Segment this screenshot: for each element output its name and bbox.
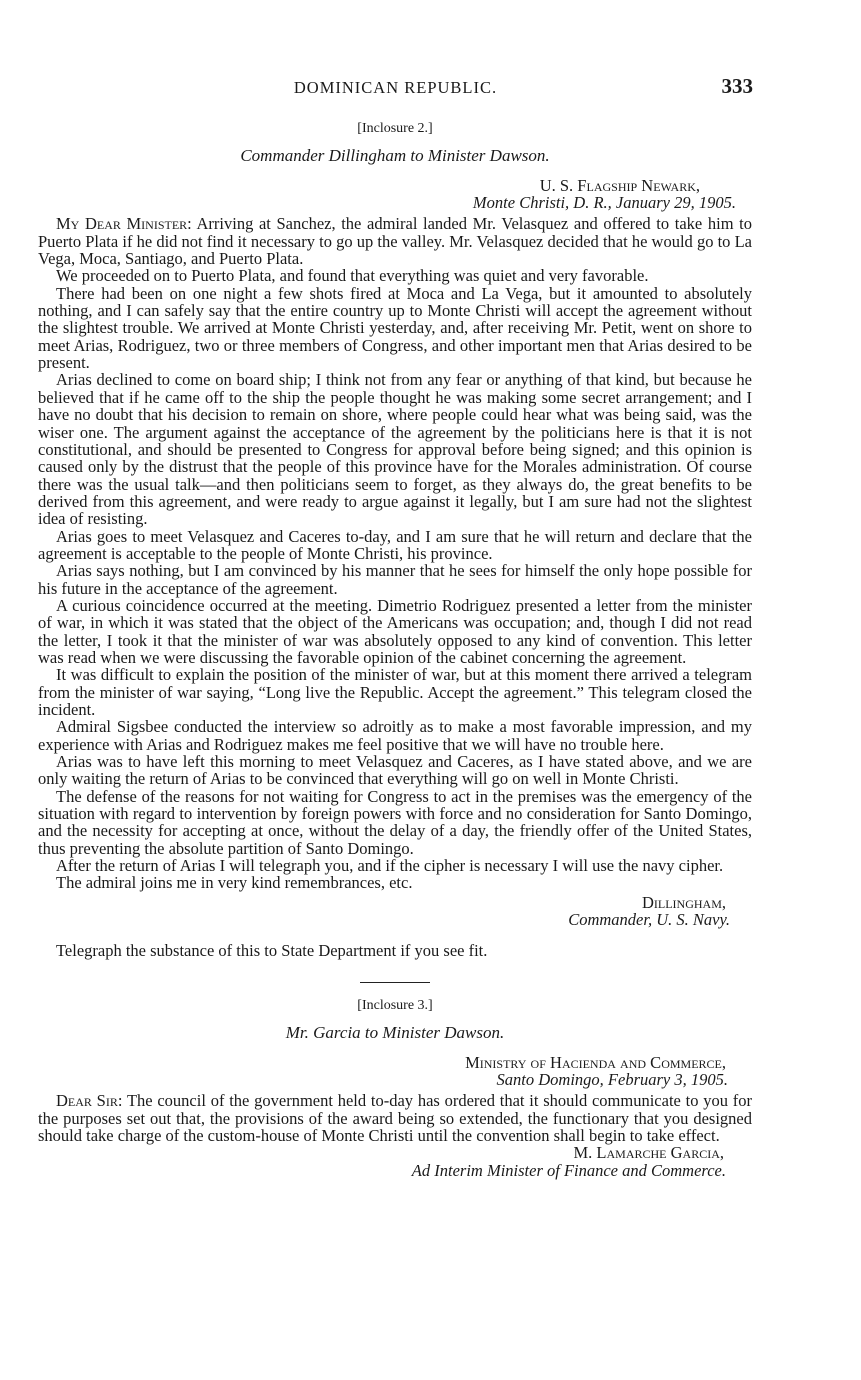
signature-title: Commander, U. S. Navy. — [568, 910, 730, 930]
paragraph: A curious coincidence occurred at the meeting. Dimetrio Rodriguez presented a letter from the minister of war, in which it was stated that the object of the Americans was occupation; and, though I did not read the letter, I took it that the minister of war was absolutely opposed to any kind of convention. This letter was read when we were discussing the favorable opinion of the cabinet concerning the agreement. — [38, 595, 752, 667]
paragraph: The defense of the reasons for not waiting for Congress to act in the premises was the emergency of the situation with regard to intervention by foreign powers with force and no consideration for Santo Domingo, and the necessity for accepting at once, without the delay of a day, the friendly offer of the United States, thus preventing the absolute partition of Santo Domingo. — [38, 786, 752, 858]
page-header — [38, 74, 753, 102]
letter-body — [38, 1092, 752, 1144]
letter-title: Mr. Garcia to Minister Dawson. — [285, 1023, 505, 1043]
address-line-1: Ministry of Hacienda and Commerce, — [465, 1052, 726, 1072]
paragraph: Arias says nothing, but I am convinced by his manner that he sees for himself the only hope possible for his future in the acceptance of the agreement. — [38, 561, 752, 598]
letter-title: Commander Dillingham to Minister Dawson. — [240, 146, 550, 166]
first-paragraph-text: Arriving at Sanchez, the admiral landed Mr. Velasquez and offered to take him to Puerto Plata if he did not find it necessary to go up the valley. Mr. Velasquez decided that he would go to La Vega, Moca, Santiago, and Puerto Plata. — [38, 214, 752, 269]
page-body — [38, 120, 752, 1179]
paragraph: Arias goes to meet Velasquez and Caceres to-day, and I am sure that he will return and declare that the agreement is acceptable to the people of Monte Christi, his province. — [38, 526, 752, 563]
letter-body-text: The council of the government held to-day has ordered that it should communicate to you for the purposes set out that, the provisions of the award being so extended, the functionary that you designed should take charge of the custom-house of Monte Christi until the convention shall begin to take effect. — [38, 1091, 752, 1145]
signature-name: Dillingham, — [641, 892, 726, 912]
first-paragraph — [38, 215, 752, 267]
paragraph: After the return of Arias I will telegraph you, and if the cipher is necessary I will use the navy cipher. — [56, 856, 724, 876]
page-number: 333 — [721, 74, 753, 98]
address-line-2: Santo Domingo, February 3, 1905. — [496, 1069, 728, 1089]
address-line-2: Monte Christi, D. R., January 29, 1905. — [472, 193, 736, 213]
signature-name: M. Lamarche Garcia, — [573, 1143, 724, 1163]
inclosure-label: [Inclosure 2.] — [357, 121, 433, 136]
salutation: Dear Sir: — [56, 1091, 123, 1111]
letter-dillingham — [38, 120, 752, 960]
paragraph: There had been on one night a few shots fired at Moca and La Vega, but it amounted to absolutely nothing, and I can safely say that the entire country up to Monte Christi will accept the agreement without the slightest trouble. We arrived at Monte Christi yesterday, and, after receiving Mr. Petit, went on shore to meet Arias, Rodriguez, two or three members of Congress, and other important men that Arias desired to be present. — [38, 283, 752, 373]
signature-title: Ad Interim Minister of Finance and Commerce. — [411, 1160, 726, 1180]
paragraph: Arias was to have left this morning to meet Velasquez and Caceres, as I have stated above, and we are only waiting the return of Arias to be convinced that everything will go on well in Monte Christi. — [38, 752, 752, 789]
paragraph: The admiral joins me in very kind remembrances, etc. — [56, 873, 413, 893]
paragraph: Admiral Sigsbee conducted the interview so adroitly as to make a most favorable impression, and my experience with Arias and Rodriguez makes me feel positive that we will have no trouble here. — [38, 717, 752, 754]
paragraph: It was difficult to explain the position of the minister of war, but at this moment there arrived a telegram from the minister of war saying, “Long live the Republic. Accept the agreement.” This telegram closed the incident. — [38, 665, 752, 719]
letter-garcia — [38, 997, 752, 1179]
telegraph-note: Telegraph the substance of this to State Department if you see fit. — [56, 941, 488, 961]
address-line-1: U. S. Flagship Newark, — [539, 175, 700, 195]
running-title: DOMINICAN REPUBLIC. — [293, 78, 498, 97]
inclosure-label: [Inclosure 3.] — [357, 997, 433, 1013]
paragraph: Arias declined to come on board ship; I think not from any fear or anything of that kind, but because he believed that if he came off to the ship the people thought he was making some secret arrangement; and I have no doubt that his decision to remain on shore, where people could hear what was being said, was the wiser one. The argument against the acceptance of the agreement by the politicians here is that it is not constitutional, and should be presented to Congress for approval before being signed; and this opinion is caused only by the distrust that the people of this province have for the Morales administration. Of course there was the usual talk—and then politicians seem to forget, as they always do, the great benefits to be derived from this agreement, and were ready to argue against it legally, but I am sure had not the slightest idea of resisting. — [38, 370, 752, 529]
section-divider — [360, 982, 430, 983]
salutation: My Dear Minister: — [56, 214, 192, 234]
paragraph: We proceeded on to Puerto Plata, and found that everything was quiet and very favorable. — [56, 266, 649, 286]
